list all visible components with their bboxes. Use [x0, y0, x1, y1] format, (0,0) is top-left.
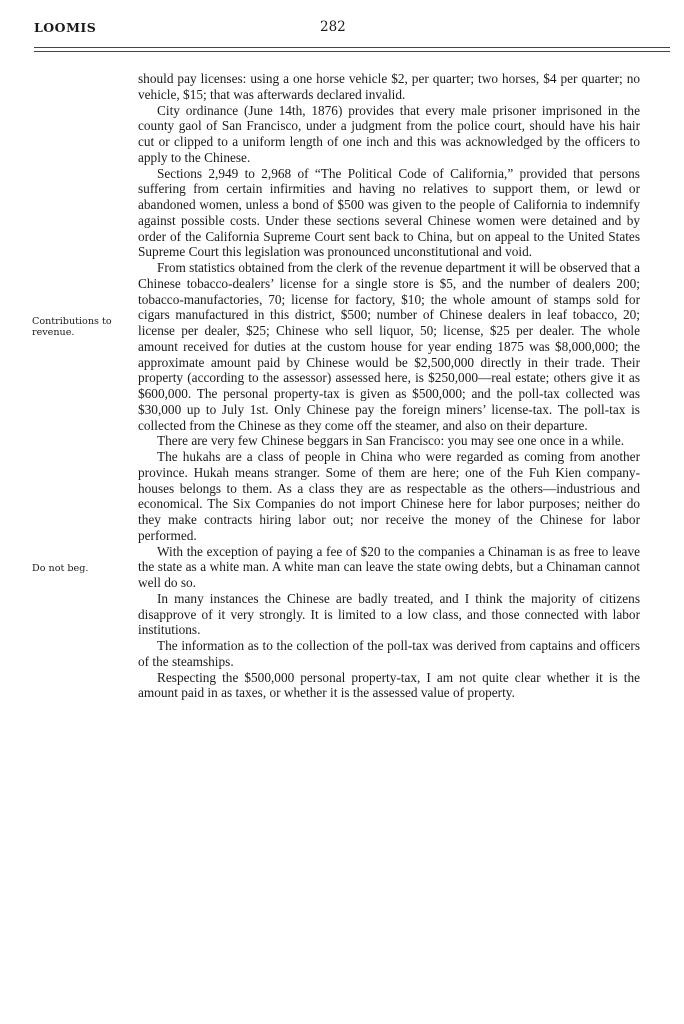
paragraph-political-code: Sections 2,949 to 2,968 of “The Political Code of California,” provided that persons suffering from certain infirmities and having no relatives to support them, or lewd or abandoned women, unless a bond of $500 was given to the people of California to indemnify against possible costs. Under these sections several Chinese women were detained and by order of the California Supreme Court sent back to China, but on appeal to the United States Supreme Court this legislation was pronounced unconstitutional and void.	[138, 165, 640, 260]
paragraph-licenses-continued: should pay licenses: using a one horse vehicle $2, per quarter; two horses, $4 per quarter; no vehicle, $15; that was afterwards declared invalid.	[138, 71, 640, 102]
paragraph-treatment: In many instances the Chinese are badly treated, and I think the majority of citizens disapprove of it very strongly. It is limited to a low class, and those connected with labor institutions.	[138, 590, 640, 638]
paragraph-revenue-statistics: From statistics obtained from the clerk of the revenue department it will be observed that a Chinese tobacco-dealers’ license for a single store is $5, and the number of dealers 200; tobacco-manufactories, 70; license for factory, $10; the whole amount of stamps sold for cigars manufactured in this district, $500; number of Chinese dealers in leaf tobacco, 20; license per dealer, $25; Chinese who sell liquor, 50; license, $25 per dealer. The whole amount received for duties at the custom house for year ending 1875 was $8,000,000; the approximate amount paid by Chinese would be $2,500,000 directly in their trade. Their property (according to the assessor) assessed here, is $250,000—real estate; others give it as $600,000. The personal property-tax is given as $500,000; and the poll-tax collected was $30,000 up to July 1st. Only Chinese pay the foreign miners’ license-tax. The poll-tax is collected from the Chinese as they come off the steamer, and also on their departure.	[138, 260, 640, 433]
paragraph-poll-tax-source: The information as to the collection of the poll-tax was derived from captains and officers of the steamships.	[138, 638, 640, 669]
paragraph-hukahs: The hukahs are a class of people in China who were regarded as coming from another province. Hukah means stranger. Some of them are here; one of the Fuh Kien company-houses belongs to them. As a class they are as respectable as the others—industrious and economical. The Six Companies do not import Chinese here for labor purposes; neither do they make contracts hiring labor out; nor receive the money of the Chinese for labor performed.	[138, 449, 640, 543]
paragraph-beggars: There are very few Chinese beggars in San Francisco: you may see one once in a while.	[157, 433, 625, 449]
running-head: LOOMIS	[34, 20, 97, 35]
paragraph-property-tax: Respecting the $500,000 personal property-tax, I am not quite clear whether it is the amount paid in as taxes, or whether it is the assessed value of property.	[138, 669, 640, 701]
sidenote-contributions: Contributions to revenue.	[32, 316, 112, 338]
paragraph-leaving-state: With the exception of paying a fee of $20 to the companies a Chinaman is as free to leave the state as a white man. A white man can leave the state owing debts, but a Chinaman cannot well do so.	[138, 543, 640, 590]
paragraph-city-ordinance: City ordinance (June 14th, 1876) provides that every male prisoner imprisoned in the county gaol of San Francisco, under a judgment from the police court, should have his hair cut or clipped to a uniform length of one inch and this was acknowledged by the officers to apply to the Chinese.	[138, 102, 640, 165]
header-rule-top	[34, 47, 670, 48]
header-rule-bottom	[34, 51, 670, 52]
page-header	[0, 20, 684, 40]
sidenote-do-not-beg: Do not beg.	[32, 563, 89, 574]
body-text	[138, 71, 640, 701]
page-number: 282	[320, 19, 346, 35]
